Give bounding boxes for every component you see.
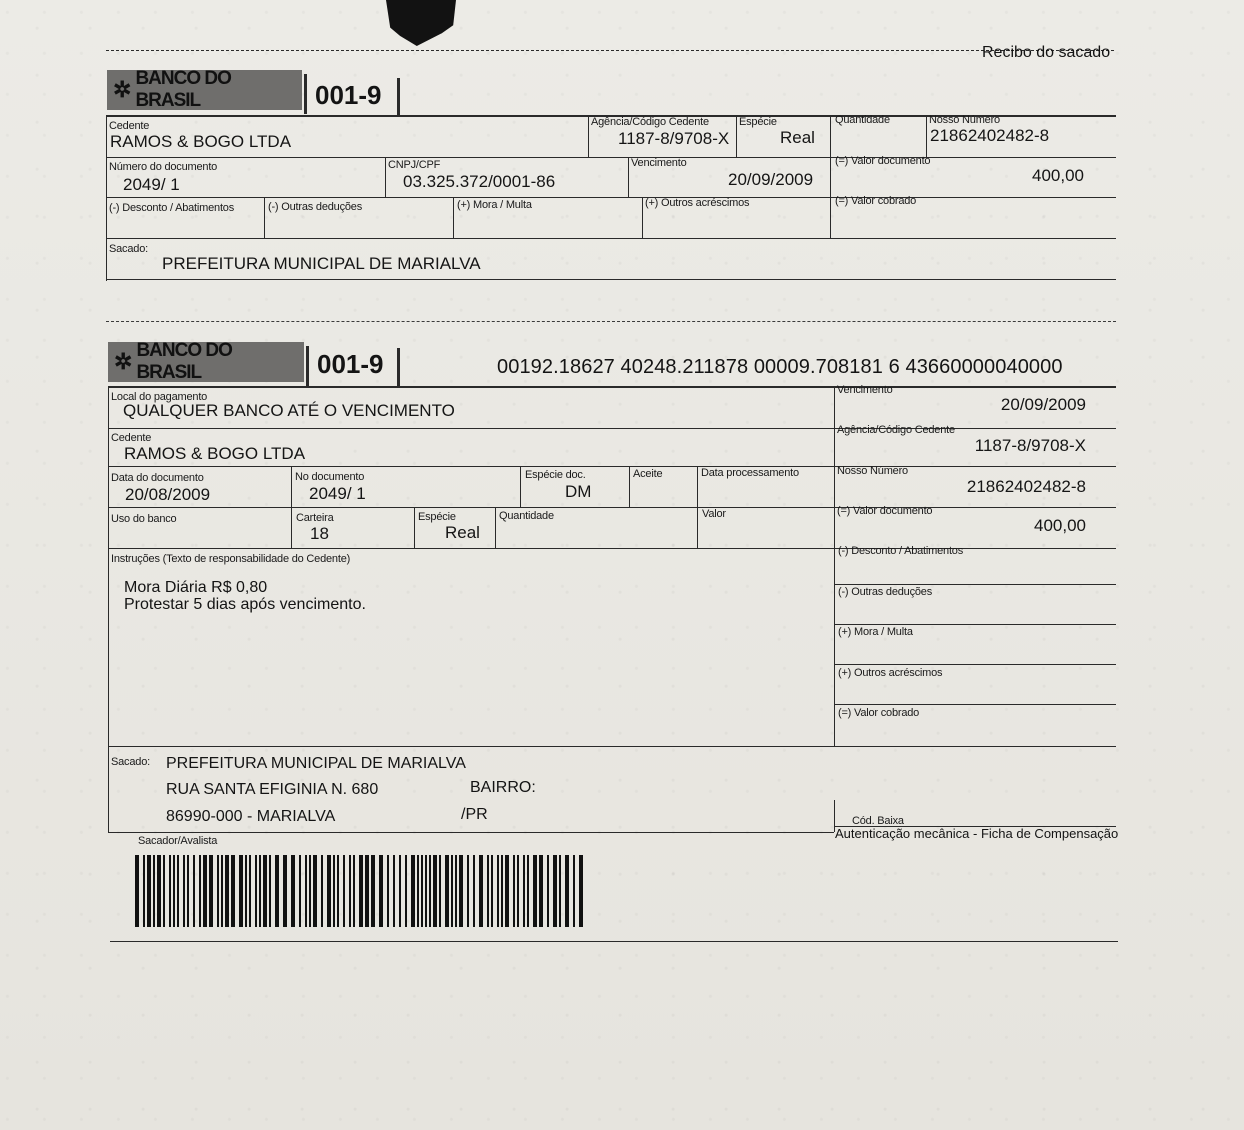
slip-cedente-label: Cedente: [111, 432, 152, 444]
slip-sacado-label: Sacado:: [111, 756, 150, 768]
slip-vencimento: 20/09/2009: [1000, 395, 1086, 414]
receipt-vencimento: 20/09/2009: [728, 170, 814, 189]
receipt-valor-doc: 400,00: [1032, 166, 1084, 185]
slip-agencia: 1187-8/9708-X: [974, 436, 1086, 455]
slip-bank-logo-text: BANCO DO BRASIL: [136, 340, 232, 383]
slip-especie-label: Espécie: [418, 511, 456, 523]
slip-mora-label: (+) Mora / Multa: [838, 626, 913, 638]
receipt-agencia-label: Agência/Código Cedente: [591, 116, 709, 128]
receipt-outras-deducoes-label: (-) Outras deduções: [268, 201, 363, 213]
bank-logo-text: BANCO DO BRASIL: [135, 68, 231, 111]
slip-valor-cobrado-label: (=) Valor cobrado: [838, 707, 920, 719]
slip-cedente: RAMOS & BOGO LTDA: [124, 444, 306, 463]
slip-desconto-label: (-) Desconto / Abatimentos: [838, 545, 964, 557]
slip-bank-code: 001-9: [317, 349, 384, 379]
slip-sacado-nome: PREFEITURA MUNICIPAL DE MARIALVA: [166, 755, 466, 772]
slip-sacado-cidade: 86990-000 - MARIALVA: [166, 808, 336, 825]
slip-outras-deducoes-label: (-) Outras deduções: [838, 586, 933, 598]
data-processamento-label: Data processamento: [701, 467, 799, 479]
barcode: [135, 855, 587, 927]
local-pagamento: QUALQUER BANCO ATÉ O VENCIMENTO: [123, 401, 455, 420]
slip-agencia-label: Agência/Código Cedente: [837, 424, 955, 436]
valor-label: Valor: [702, 508, 726, 520]
especie-doc: DM: [565, 482, 592, 501]
receipt-outros-acrescimos-label: (+) Outros acréscimos: [645, 197, 750, 209]
receipt-valor-cobrado-label: (=) Valor cobrado: [835, 195, 917, 207]
slip-num-doc-label: No documento: [295, 471, 365, 483]
bank-logo: [107, 70, 302, 110]
bottom-cut-line: [110, 941, 1118, 942]
sacador-avalista-label: Sacador/Avalista: [138, 835, 218, 847]
bank-code-divider: [397, 78, 400, 116]
slip-bank-logo-icon: ✲: [114, 349, 133, 374]
slip-valor-doc: 400,00: [1034, 516, 1086, 535]
instrucoes-label: Instruções (Texto de responsabilidade do Cedente): [111, 553, 351, 565]
middle-cut-line: [106, 321, 1116, 322]
receipt-sacado: PREFEITURA MUNICIPAL DE MARIALVA: [162, 254, 481, 273]
instrucoes-line-2: Protestar 5 dias após vencimento.: [124, 596, 366, 613]
receipt-cnpj-label: CNPJ/CPF: [388, 159, 441, 171]
slip-vencimento-label: Vencimento: [837, 384, 893, 396]
receipt-especie: Real: [780, 128, 815, 147]
receipt-cedente-label: Cedente: [109, 120, 150, 132]
receipt-mora-label: (+) Mora / Multa: [457, 199, 532, 211]
receipt-vencimento-label: Vencimento: [631, 157, 687, 169]
slip-especie: Real: [445, 523, 480, 542]
local-pagamento-label: Local do pagamento: [111, 391, 208, 403]
torn-corner: [386, 0, 456, 46]
slip-num-doc: 2049/ 1: [309, 484, 366, 503]
receipt-especie-label: Espécie: [739, 116, 777, 128]
slip-nosso-numero-label: Nosso Número: [837, 465, 908, 477]
receipt-cedente: RAMOS & BOGO LTDA: [110, 132, 292, 151]
slip-nosso-numero: 21862402482-8: [966, 477, 1086, 496]
top-cut-line: [106, 50, 1114, 51]
especie-doc-label: Espécie doc.: [525, 469, 586, 481]
aceite-label: Aceite: [633, 468, 663, 480]
receipt-num-doc: 2049/ 1: [123, 175, 180, 194]
logo-divider: [304, 74, 307, 114]
autenticacao-label: Autenticação mecânica - Ficha de Compensação: [835, 826, 1119, 841]
receipt-agencia: 1187-8/9708-X: [618, 129, 730, 148]
carteira: 18: [310, 524, 329, 543]
bank-code: 001-9: [315, 80, 382, 110]
receipt-cnpj: 03.325.372/0001-86: [403, 172, 556, 191]
slip-bank-logo: [108, 342, 304, 382]
slip-valor-doc-label: (=) Valor documento: [837, 505, 933, 517]
data-doc-label: Data do documento: [111, 472, 204, 484]
data-doc: 20/08/2009: [125, 485, 211, 504]
receipt-title: Recibo do sacado: [982, 44, 1111, 61]
receipt-nosso-numero-label: Nosso Número: [929, 114, 1000, 126]
slip-quantidade-label: Quantidade: [499, 510, 554, 522]
slip-outros-acrescimos-label: (+) Outros acréscimos: [838, 667, 943, 679]
cod-baixa-label: Cód. Baixa: [852, 815, 904, 827]
receipt-num-doc-label: Número do documento: [109, 161, 218, 173]
uso-banco-label: Uso do banco: [111, 513, 177, 525]
bank-logo-icon: ✲: [113, 77, 132, 102]
receipt-valor-doc-label: (=) Valor documento: [835, 155, 931, 167]
receipt-nosso-numero: 21862402482-8: [930, 126, 1050, 145]
receipt-desconto-label: (-) Desconto / Abatimentos: [109, 202, 235, 214]
barcode-bar: [583, 855, 587, 927]
carteira-label: Carteira: [296, 512, 334, 524]
receipt-quantidade-label: Quantidade: [835, 114, 890, 126]
instrucoes-line-1: Mora Diária R$ 0,80: [124, 579, 268, 596]
bairro-label: BAIRRO:: [470, 779, 536, 796]
slip-sacado-endereco: RUA SANTA EFIGINIA N. 680: [166, 781, 379, 798]
receipt-sacado-label: Sacado:: [109, 243, 148, 255]
digitable-line: 00192.18627 40248.211878 00009.708181 6 43660000040000: [497, 356, 1063, 378]
slip-uf: /PR: [461, 806, 488, 823]
